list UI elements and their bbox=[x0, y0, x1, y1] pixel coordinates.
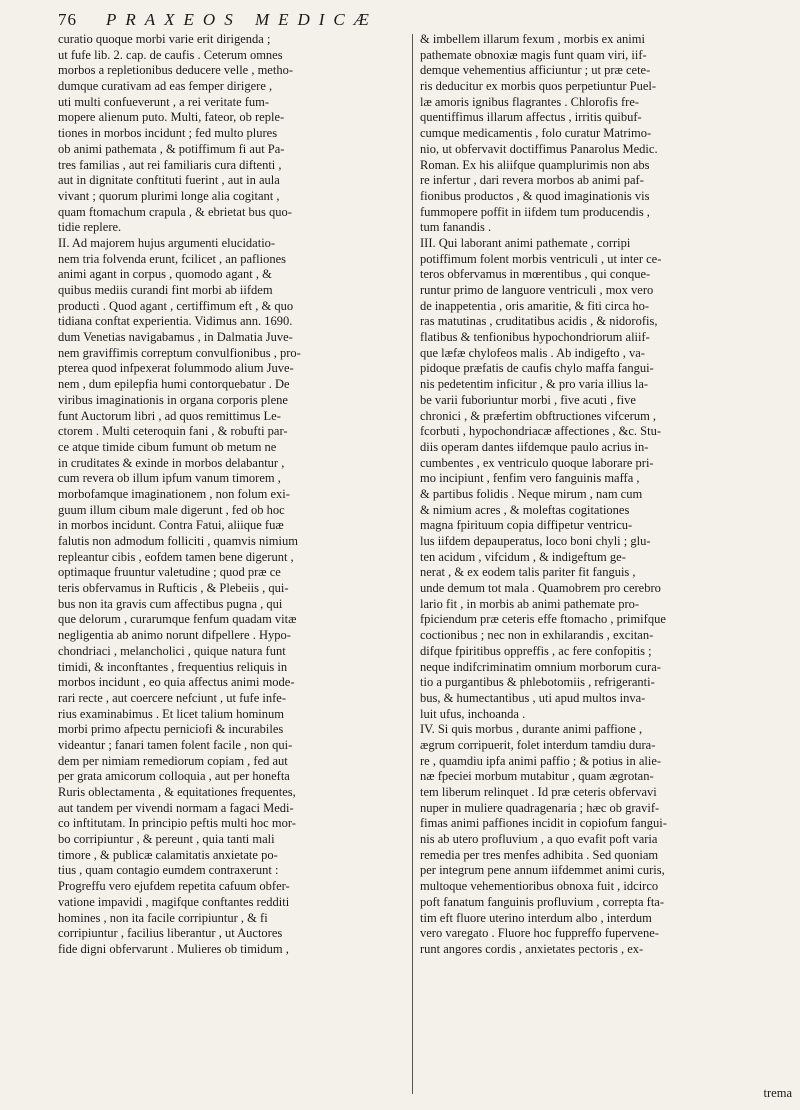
text-line: in cruditates & exinde in morbos delabantur , bbox=[58, 455, 285, 470]
text-line: tres familias , aut rei familiaris cura diftenti , bbox=[58, 157, 282, 172]
catchword: trema bbox=[763, 1086, 792, 1100]
text-line: lario fit , in morbis ab animi pathemate pro- bbox=[420, 596, 640, 611]
text-line: ten acidum , vifcidum , & indigeftum ge- bbox=[420, 549, 626, 564]
text-line: nuper in muliere quadragenaria ; hæc ob gravif- bbox=[420, 800, 660, 815]
text-line: ægrum corripuerit, folet interdum tamdiu dura- bbox=[420, 737, 656, 752]
text-columns bbox=[58, 32, 773, 1102]
text-line: per grata amicorum colloquia , aut per honefta bbox=[58, 769, 290, 784]
text-line: coctionibus ; nec non in exhilarandis , excitan- bbox=[420, 628, 654, 643]
text-line: mo incipiunt , fenfim vero fanguinis maffa , bbox=[420, 471, 640, 486]
text-line: optimaque fruuntur valetudine ; quod præ ce bbox=[58, 565, 281, 580]
text-line: falutis non admodum folliciti , quamvis nimium bbox=[58, 534, 298, 548]
text-line: flatibus & tenfionibus hypochondriorum aliif- bbox=[420, 330, 650, 345]
text-line: guum illum cibum male digerunt , fed ob hoc bbox=[58, 502, 285, 517]
text-line: bo corripiuntur , & pereunt , quia tanti mali bbox=[58, 832, 275, 847]
text-line: viribus imaginationis in organa corporis plene bbox=[58, 392, 288, 407]
text-line: be varii fuboriuntur morbi , five acuti , five bbox=[420, 392, 636, 407]
text-line: II. Ad majorem hujus argumenti elucidatio- bbox=[58, 235, 276, 250]
text-line: cum revera ob illum ipfum vanum timorem , bbox=[58, 471, 281, 486]
text-line: de inappetentia , oris amaritie, & fiti circa ho- bbox=[420, 298, 650, 313]
text-line: chondriaci , melancholici , quique natura funt bbox=[58, 643, 286, 658]
text-line: re , quamdiu ipfa animi paffio ; & potius in alie- bbox=[420, 753, 662, 768]
text-line: uti multi confueverunt , a rei veritate fum- bbox=[58, 94, 270, 109]
text-line: vatione impavidi , magifque conftantes redditi bbox=[58, 894, 290, 909]
text-line: tio a purgantibus & phlebotomiis , refrigeranti- bbox=[420, 675, 655, 690]
text-line: runt angores cordis , anxietates pectoris , ex- bbox=[420, 941, 644, 956]
right-column bbox=[420, 32, 768, 958]
text-line: tiones in morbos incidunt ; fed multo plures bbox=[58, 126, 278, 141]
running-title: PRAXEOS MEDICÆ bbox=[106, 10, 378, 29]
text-line: neque indifcriminatim omnium morborum cura- bbox=[420, 659, 661, 674]
text-line: repleantur cibis , eofdem tamen bene digerunt , bbox=[58, 549, 294, 564]
text-line: ut fufe lib. 2. cap. de caufis . Ceterum omnes bbox=[58, 47, 283, 62]
text-line: chronici , & præfertim obftructiones vifcerum , bbox=[420, 408, 657, 423]
text-line: pidoque præfatis de caufis chylo maffa fangui- bbox=[420, 361, 654, 376]
text-line: & nimium acres , & moleftas cogitationes bbox=[420, 502, 630, 517]
text-line: funt Auctorum libri , ad quos remittimus Le- bbox=[58, 408, 281, 423]
page-number: 76 bbox=[58, 10, 77, 29]
text-line: IV. Si quis morbus , durante animi paffione , bbox=[420, 722, 643, 737]
text-line: mopere alienum puto. Multi, fateor, ob reple- bbox=[58, 110, 285, 125]
text-line: timidi, & inconftantes , frequentius reliquis in bbox=[58, 659, 288, 674]
text-line: ce atque timide cibum fumunt ob metum ne bbox=[58, 439, 277, 454]
text-line: vero varegato . Fluore hoc fuppreffo fupervene- bbox=[420, 926, 659, 941]
text-line: ris deducitur ex morbis quos perpetiuntur Puel- bbox=[420, 79, 657, 94]
text-line: aut tandem per vivendi normam a fagaci Medi- bbox=[58, 800, 294, 815]
text-line: bus, & humectantibus , uti apud multos inva- bbox=[420, 690, 646, 705]
text-line: dum Venetias navigabamus , in Dalmatia Juve- bbox=[58, 330, 293, 345]
text-line: morbos a repletionibus deducere velle , metho- bbox=[58, 63, 293, 78]
text-line: fummopere poffit in iifdem tum producendis , bbox=[420, 204, 650, 219]
text-line: & imbellem illarum fexum , morbis ex animi bbox=[420, 32, 645, 46]
text-line: animi agant in corpus , quomodo agant , & bbox=[58, 267, 272, 282]
text-line: co inftitutam. In principio peftis multi hoc mor- bbox=[58, 816, 296, 831]
text-line: luit ufus, inchoanda . bbox=[420, 706, 526, 721]
text-line: næ fpeciei morbum mutabitur , quam ægrotan- bbox=[420, 769, 654, 784]
text-line: multoque vehementioribus obnoxa fuit , idcirco bbox=[420, 879, 659, 894]
text-line: pathemate obnoxiæ magis funt quam viri, iif- bbox=[420, 47, 647, 62]
text-line: fionibus productos , & quod imaginationis vis bbox=[420, 188, 650, 203]
text-line: tidie replere. bbox=[58, 220, 122, 235]
text-line: nis ab utero profluvium , a quo evafit poft varia bbox=[420, 832, 658, 847]
text-line: que delorum , curarumque fenfum quadam vitæ bbox=[58, 612, 297, 627]
text-line: per integrum pene annum iifdemmet animi curis, bbox=[420, 863, 665, 878]
text-line: nis pedetentim inficitur , & pro varia illius la- bbox=[420, 377, 649, 392]
text-line: in morbos incidunt. Contra Fatui, aliique fuæ bbox=[58, 518, 284, 533]
text-line: demque vehementius afficiuntur ; ut præ cete- bbox=[420, 63, 651, 78]
text-line: pterea quod infpexerat folummodo alium Juve- bbox=[58, 361, 294, 376]
text-line: rius examinabimus . Et licet talium hominum bbox=[58, 706, 285, 721]
text-line: quibus mediis curandi fint morbi ab iifdem bbox=[58, 283, 273, 297]
text-line: læ amoris ignibus flagrantes . Chlorofis fre- bbox=[420, 94, 640, 109]
text-line: & partibus folidis . Neque mirum , nam cum bbox=[420, 486, 643, 501]
text-line: aut in dignitate conftituti fuerint , aut in aula bbox=[58, 173, 280, 188]
text-line: III. Qui laborant animi pathemate , corripi bbox=[420, 235, 631, 250]
text-line: morbi primo afpectu perniciofi & incurabiles bbox=[58, 722, 284, 737]
text-line: tius , quam contagio eumdem contraxerunt : bbox=[58, 863, 279, 878]
text-line: teris obfervamus in Rufticis , & Plebeiis , qui- bbox=[58, 581, 289, 596]
text-line: dumque curativam ad eas femper dirigere , bbox=[58, 79, 273, 94]
text-line: nem , dum epilepfia humi contorquebatur . De bbox=[58, 377, 290, 392]
text-line: magna fpirituum copia diffipetur ventricu- bbox=[420, 518, 633, 533]
text-line: Ruris oblectamenta , & equitationes frequentes, bbox=[58, 785, 296, 799]
text-line: diis operam dantes iifdemque paulo acrius in- bbox=[420, 439, 649, 454]
text-line: nem tria folvenda erunt, fcilicet , an pafliones bbox=[58, 251, 287, 266]
text-line: que læfæ chylofeos malis . Ab indigefto , va- bbox=[420, 345, 645, 360]
text-line: cumbentes , ex ventriculo quoque laborare pri- bbox=[420, 455, 654, 470]
text-line: fimas animi paffiones incidit in copiofum fangui- bbox=[420, 816, 667, 831]
text-line: ras matutinas , cruditatibus acidis , & nidorofis, bbox=[420, 314, 658, 329]
left-column bbox=[58, 32, 406, 958]
text-line: tim eft fluore uterino interdum albo , interdum bbox=[420, 910, 652, 925]
text-line: nem graviffimis correptum convulfionibus , pro- bbox=[58, 345, 301, 360]
text-line: videantur ; fanari tamen folent facile , non qui- bbox=[58, 737, 293, 752]
text-line: remedia per tres menfes adhibita . Sed quoniam bbox=[420, 847, 659, 862]
column-divider bbox=[412, 34, 413, 1094]
text-line: Roman. Ex his aliifque quamplurimis non abs bbox=[420, 157, 650, 172]
text-line: difque fpiritibus oppreffis , ac fere confopitis ; bbox=[420, 643, 652, 658]
text-line: producti . Quod agant , certiffimum eft , & quo bbox=[58, 298, 294, 313]
text-line: fpiciendum præ ceteris effe ftomacho , primifque bbox=[420, 612, 666, 627]
text-line: teros obfervamus in mœrentibus , qui conque- bbox=[420, 267, 651, 282]
text-line: unde demum tot mala . Quamobrem pro cerebro bbox=[420, 581, 661, 596]
text-line: quam ftomachum crapula , & ebrietat bus quo- bbox=[58, 204, 292, 219]
text-line: bus non ita gravis cum affectibus pugna , qui bbox=[58, 596, 283, 611]
text-line: corripiuntur , facilius liberantur , ut Auctores bbox=[58, 926, 283, 941]
text-line: tem liberum relinquet . Id præ ceteris obfervavi bbox=[420, 785, 657, 799]
text-line: ctorem . Multi ceteroquin fani , & robufti par- bbox=[58, 424, 288, 439]
text-line: vivant ; quorum plurimi longe alia cogitant , bbox=[58, 188, 280, 203]
text-line: tidiana conftat experientia. Vidimus ann. 1690. bbox=[58, 314, 293, 329]
text-line: cumque medicamentis , folo curatur Matrimo- bbox=[420, 126, 652, 141]
text-line: lus iifdem depauperatus, loco boni chyli ; glu- bbox=[420, 534, 651, 548]
text-line: potiffimum folent morbis ventriculi , ut inter ce- bbox=[420, 251, 662, 266]
running-head bbox=[58, 8, 758, 32]
text-line: dem per nimiam remediorum copiam , fed aut bbox=[58, 753, 288, 768]
text-line: nerat , & ex eodem talis pariter fit fanguis , bbox=[420, 565, 636, 580]
text-line: runtur primo de languore ventriculi , mox vero bbox=[420, 283, 654, 297]
text-line: re infertur , dari revera morbos ab animi paf- bbox=[420, 173, 644, 188]
text-line: fcorbuti , hypochondriacæ affectiones , &c. Stu- bbox=[420, 424, 662, 439]
text-line: negligentia ab animo norunt difpellere . Hypo- bbox=[58, 628, 291, 643]
text-line: quentiffimus illarum affectus , irritis quibuf- bbox=[420, 110, 642, 125]
text-line: morbofamque imaginationem , non folum exi- bbox=[58, 486, 290, 501]
text-line: morbos incidunt , eo quia affectus animi mode- bbox=[58, 675, 295, 690]
text-line: homines , non ita facile corripiuntur , & fi bbox=[58, 910, 268, 925]
text-line: poft fanatum fanguinis profluvium , correpta fta- bbox=[420, 894, 665, 909]
text-line: ob animi pathemata , & potiffimum fi aut Pa- bbox=[58, 141, 285, 156]
text-line: rari recte , aut coercere nefciunt , ut fufe infe- bbox=[58, 690, 286, 705]
text-line: fide digni obfervarunt . Mulieres ob timidum , bbox=[58, 941, 289, 956]
text-line: Progreffu vero ejufdem repetita cafuum obfer- bbox=[58, 879, 290, 894]
text-line: tum fanandis . bbox=[420, 220, 492, 235]
text-line: timore , & publicæ calamitatis anxietate po- bbox=[58, 847, 278, 862]
text-line: nio, ut obfervavit doctiffimus Panarolus Medic. bbox=[420, 141, 658, 156]
text-line: curatio quoque morbi varie erit dirigenda ; bbox=[58, 32, 271, 46]
